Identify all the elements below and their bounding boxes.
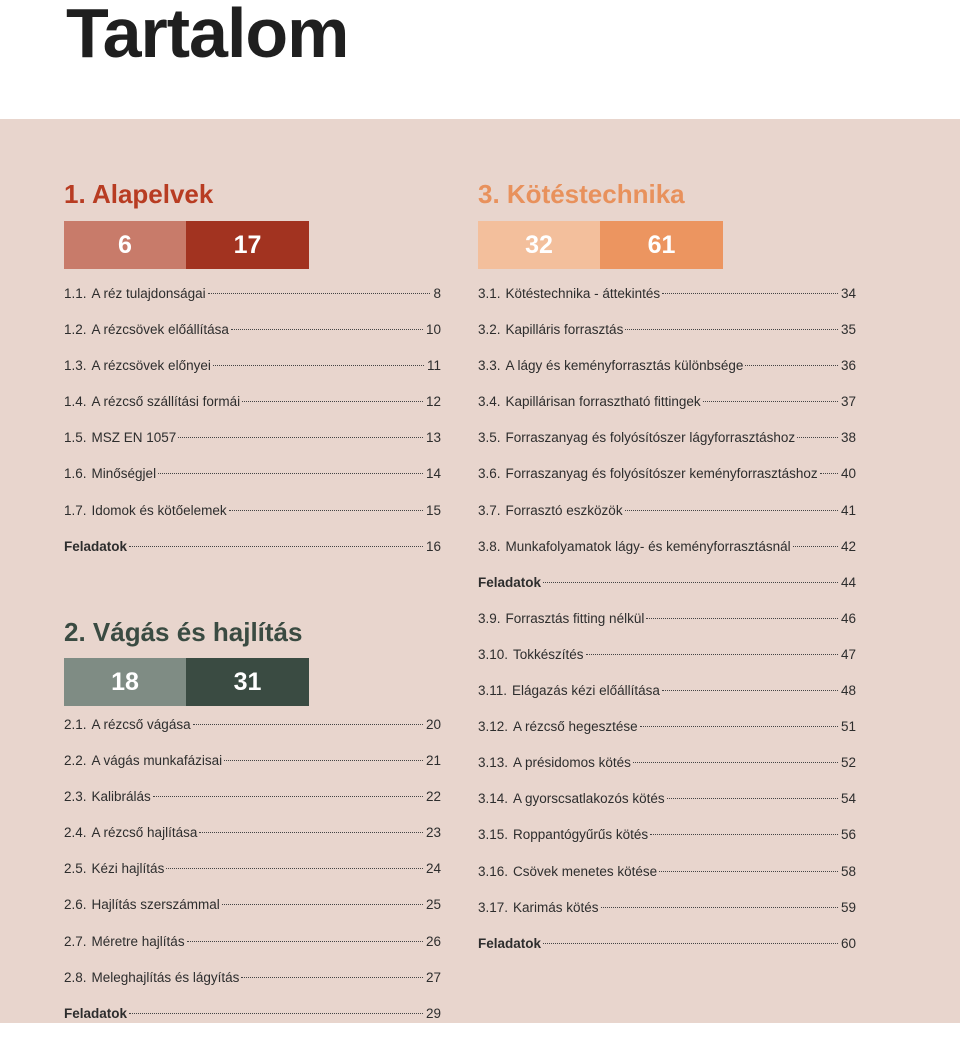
- dot-leader: [640, 726, 838, 727]
- toc-entry-title: Munkafolyamatok lágy- és keményforrasztásnál: [505, 538, 791, 554]
- dot-leader: [158, 473, 423, 474]
- toc-entry-title: Forraszanyag és folyósítószer lágyforrasztáshoz: [505, 430, 796, 446]
- toc-entry[interactable]: [64, 356, 441, 392]
- toc-entry[interactable]: [478, 501, 856, 537]
- section-2-page-range: [64, 658, 309, 706]
- toc-entry[interactable]: [478, 862, 856, 898]
- dot-leader: [213, 365, 424, 366]
- toc-entry-number: 3.11.: [478, 683, 508, 699]
- toc-entry-title: Kapillárisan forrasztható fittingek: [505, 394, 701, 410]
- toc-entry-title: Forraszanyag és folyósítószer keményforrasztáshoz: [505, 466, 818, 482]
- toc-entry-title: Kötéstechnika - áttekintés: [505, 286, 661, 301]
- range-end: 17: [186, 221, 309, 269]
- section-2-toc: [64, 715, 441, 1040]
- dot-leader: [178, 437, 423, 438]
- section-1-page-range: [64, 221, 309, 269]
- toc-entry[interactable]: [64, 932, 441, 968]
- section-3-page-range: [478, 221, 723, 269]
- dot-leader: [745, 365, 838, 366]
- dot-leader: [153, 796, 423, 797]
- dot-leader: [129, 546, 423, 547]
- dot-leader: [625, 510, 838, 511]
- toc-entry-number: 3.14.: [478, 791, 509, 807]
- toc-entry-title: A rézcsövek előállítása: [91, 322, 229, 338]
- range-start: 18: [64, 658, 186, 706]
- dot-leader: [650, 834, 838, 835]
- toc-entry-page: 46: [840, 610, 856, 626]
- toc-entry-page: 51: [840, 719, 856, 735]
- toc-entry[interactable]: [478, 753, 856, 789]
- toc-entry[interactable]: [64, 284, 441, 320]
- dot-leader: [659, 871, 838, 872]
- toc-entry-title: Hajlítás szerszámmal: [91, 897, 220, 913]
- toc-entry-page: 42: [840, 538, 856, 554]
- toc-entry-number: 3.1.: [478, 286, 501, 301]
- toc-entry[interactable]: [64, 751, 441, 787]
- dot-leader: [229, 510, 423, 511]
- dot-leader: [662, 293, 838, 294]
- dot-leader: [543, 943, 838, 944]
- toc-entry[interactable]: [64, 464, 441, 500]
- toc-panel: [0, 119, 960, 1023]
- toc-entry[interactable]: [478, 428, 856, 464]
- toc-entry-title: Minőségjel: [91, 466, 157, 482]
- dot-leader: [633, 762, 838, 763]
- toc-entry-page: 29: [425, 1005, 441, 1021]
- toc-entry-number: 3.3.: [478, 358, 501, 374]
- section-2-title: 2. Vágás és hajlítás: [64, 617, 303, 647]
- toc-entry-page: 59: [840, 899, 856, 915]
- toc-entry-number: 3.8.: [478, 538, 501, 554]
- toc-entry[interactable]: [64, 428, 441, 464]
- range-start: 6: [64, 221, 186, 269]
- toc-entry-title: A lágy és keményforrasztás különbsége: [505, 358, 744, 374]
- dot-leader: [793, 546, 838, 547]
- toc-entry-page: 26: [425, 933, 441, 949]
- toc-entry[interactable]: [64, 1004, 441, 1040]
- toc-entry-page: 47: [840, 646, 856, 662]
- toc-entry-page: 11: [426, 358, 441, 374]
- toc-entry[interactable]: [64, 895, 441, 931]
- toc-entry-page: 60: [840, 935, 856, 951]
- dot-leader: [222, 904, 423, 905]
- toc-entry[interactable]: [478, 934, 856, 970]
- toc-entry-number: 1.7.: [64, 502, 87, 518]
- toc-entry-number: 2.3.: [64, 789, 87, 805]
- toc-entry-title: Kapilláris forrasztás: [505, 322, 624, 338]
- toc-entry-number: 2.7.: [64, 933, 87, 949]
- dot-leader: [231, 329, 423, 330]
- toc-entry-number: 1.4.: [64, 394, 87, 410]
- dot-leader: [224, 760, 423, 761]
- toc-entry-number: 3.4.: [478, 394, 501, 410]
- toc-entry-page: 21: [425, 753, 441, 769]
- toc-entry[interactable]: [64, 859, 441, 895]
- dot-leader: [208, 293, 431, 294]
- dot-leader: [241, 977, 423, 978]
- dot-leader: [662, 690, 838, 691]
- toc-entry-page: 40: [840, 466, 856, 482]
- toc-entry-number: 2.8.: [64, 969, 87, 985]
- toc-entry[interactable]: [478, 898, 856, 934]
- toc-entry-number: 2.4.: [64, 825, 87, 841]
- dot-leader: [703, 401, 838, 402]
- toc-entry[interactable]: [478, 464, 856, 500]
- toc-entry-page: 58: [840, 863, 856, 879]
- toc-entry-number: 3.2.: [478, 322, 501, 338]
- toc-entry[interactable]: [64, 501, 441, 537]
- toc-entry[interactable]: [478, 717, 856, 753]
- toc-entry-title: Forrasztó eszközök: [505, 502, 623, 518]
- toc-entry-title: A vágás munkafázisai: [91, 753, 223, 769]
- toc-entry-page: 48: [840, 683, 856, 699]
- toc-entry-title: A rézcső szállítási formái: [91, 394, 241, 410]
- toc-entry-title: Feladatok: [478, 574, 542, 590]
- toc-entry-number: 1.5.: [64, 430, 87, 446]
- toc-entry-page: 54: [840, 791, 856, 807]
- toc-entry-number: 3.17.: [478, 899, 509, 915]
- toc-entry[interactable]: [478, 609, 856, 645]
- range-start: 32: [478, 221, 600, 269]
- toc-entry-title: Feladatok: [64, 1005, 128, 1021]
- toc-entry-title: Karimás kötés: [513, 899, 599, 915]
- section-1-title: 1. Alapelvek: [64, 179, 214, 209]
- toc-entry-title: A rézcső vágása: [91, 717, 191, 732]
- dot-leader: [797, 437, 838, 438]
- toc-entry-title: Kalibrálás: [91, 789, 151, 805]
- toc-entry-page: 15: [425, 502, 441, 518]
- toc-entry-title: A présidomos kötés: [513, 755, 631, 771]
- toc-entry-page: 37: [840, 394, 856, 410]
- dot-leader: [667, 798, 838, 799]
- toc-entry[interactable]: [478, 681, 856, 717]
- toc-entry-number: 2.5.: [64, 861, 87, 877]
- toc-entry[interactable]: [478, 392, 856, 428]
- toc-entry-page: 25: [425, 897, 441, 913]
- toc-entry-title: A rézcső hegesztése: [513, 719, 638, 735]
- toc-entry-page: 56: [840, 827, 856, 843]
- toc-entry-number: 3.13.: [478, 755, 509, 771]
- toc-entry-page: 52: [840, 755, 856, 771]
- toc-entry[interactable]: [64, 787, 441, 823]
- toc-entry[interactable]: [64, 320, 441, 356]
- toc-entry-title: Méretre hajlítás: [91, 933, 185, 949]
- toc-entry[interactable]: [478, 320, 856, 356]
- toc-entry-title: Csövek menetes kötése: [513, 863, 658, 879]
- toc-entry-page: 8: [433, 286, 441, 301]
- dot-leader: [199, 832, 423, 833]
- toc-entry-number: 1.1.: [64, 286, 87, 301]
- toc-entry[interactable]: [64, 968, 441, 1004]
- toc-entry-number: 2.6.: [64, 897, 87, 913]
- toc-entry-title: Roppantógyűrűs kötés: [513, 827, 649, 843]
- toc-entry-page: 44: [840, 574, 856, 590]
- range-end: 61: [600, 221, 723, 269]
- toc-entry-page: 34: [840, 286, 856, 301]
- dot-leader: [129, 1013, 423, 1014]
- toc-entry-title: Elágazás kézi előállítása: [512, 683, 660, 699]
- toc-entry-page: 20: [425, 717, 441, 732]
- toc-entry-page: 13: [425, 430, 441, 446]
- toc-entry-title: Meleghajlítás és lágyítás: [91, 969, 240, 985]
- toc-entry-number: 3.6.: [478, 466, 501, 482]
- toc-entry-title: MSZ EN 1057: [91, 430, 177, 446]
- toc-entry[interactable]: [64, 392, 441, 428]
- toc-entry-number: 3.9.: [478, 610, 501, 626]
- toc-entry[interactable]: [478, 356, 856, 392]
- toc-entry-title: A rézcsövek előnyei: [91, 358, 211, 374]
- toc-entry-number: 1.6.: [64, 466, 87, 482]
- toc-entry[interactable]: [478, 789, 856, 825]
- toc-entry-page: 27: [425, 969, 441, 985]
- toc-entry[interactable]: [478, 537, 856, 573]
- section-1-toc: [64, 284, 441, 573]
- toc-entry[interactable]: [64, 715, 441, 751]
- toc-entry-title: A gyorscsatlakozós kötés: [513, 791, 665, 807]
- toc-entry-page: 14: [425, 466, 441, 482]
- dot-leader: [166, 868, 423, 869]
- dot-leader: [646, 618, 838, 619]
- range-end: 31: [186, 658, 309, 706]
- dot-leader: [625, 329, 838, 330]
- toc-entry-page: 23: [425, 825, 441, 841]
- toc-entry-page: 16: [425, 538, 441, 554]
- toc-entry-page: 41: [840, 502, 856, 518]
- toc-entry[interactable]: [478, 825, 856, 861]
- toc-entry-number: 3.15.: [478, 827, 509, 843]
- toc-entry[interactable]: [478, 645, 856, 681]
- toc-entry-number: 1.2.: [64, 322, 87, 338]
- toc-entry-title: A réz tulajdonságai: [91, 286, 206, 301]
- dot-leader: [242, 401, 423, 402]
- page-title: Tartalom: [66, 0, 349, 72]
- dot-leader: [543, 582, 838, 583]
- section-3-title: 3. Kötéstechnika: [478, 179, 685, 209]
- toc-entry-number: 2.1.: [64, 717, 87, 732]
- toc-entry-page: 10: [425, 322, 441, 338]
- toc-entry-title: Idomok és kötőelemek: [91, 502, 227, 518]
- toc-entry-number: 3.7.: [478, 502, 501, 518]
- toc-entry-page: 35: [840, 322, 856, 338]
- toc-entry-number: 2.2.: [64, 753, 87, 769]
- toc-entry-title: A rézcső hajlítása: [91, 825, 198, 841]
- toc-entry-number: 3.12.: [478, 719, 509, 735]
- toc-entry-number: 1.3.: [64, 358, 87, 374]
- toc-entry-number: 3.10.: [478, 646, 509, 662]
- toc-entry[interactable]: [478, 284, 856, 320]
- toc-entry-title: Tokkészítés: [513, 646, 584, 662]
- toc-entry-number: 3.5.: [478, 430, 501, 446]
- toc-entry[interactable]: [64, 537, 441, 573]
- toc-entry[interactable]: [64, 823, 441, 859]
- dot-leader: [601, 907, 838, 908]
- toc-entry-title: Feladatok: [64, 538, 128, 554]
- toc-entry-page: 36: [840, 358, 856, 374]
- section-3-toc: [478, 284, 856, 970]
- toc-entry-page: 22: [425, 789, 441, 805]
- dot-leader: [193, 724, 423, 725]
- toc-entry-title: Forrasztás fitting nélkül: [505, 610, 645, 626]
- toc-entry-number: 3.16.: [478, 863, 509, 879]
- toc-entry-title: Kézi hajlítás: [91, 861, 165, 877]
- toc-entry-page: 12: [425, 394, 441, 410]
- dot-leader: [586, 654, 838, 655]
- toc-entry-page: 24: [425, 861, 441, 877]
- toc-entry-title: Feladatok: [478, 935, 542, 951]
- toc-entry[interactable]: [478, 573, 856, 609]
- dot-leader: [187, 941, 423, 942]
- dot-leader: [820, 473, 838, 474]
- toc-entry-page: 38: [840, 430, 856, 446]
